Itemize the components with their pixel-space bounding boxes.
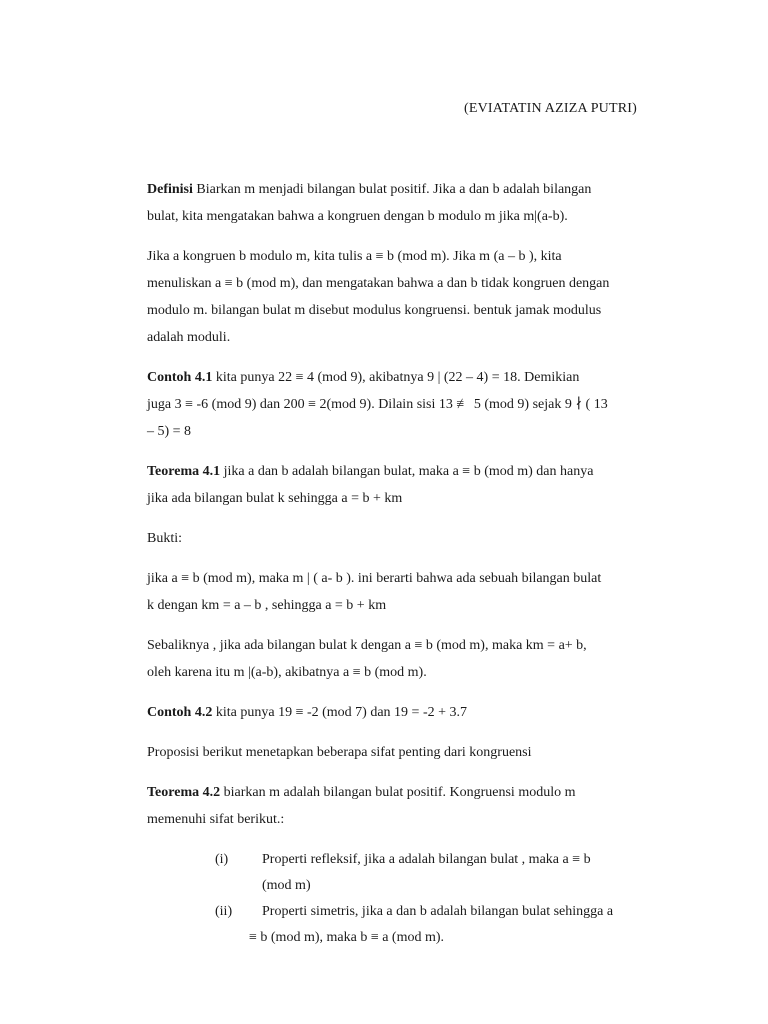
properties-list	[147, 847, 662, 951]
text-line: biarkan m adalah bilangan bulat positif. Kongruensi modulo m	[220, 785, 576, 800]
definition-paragraph	[147, 176, 662, 230]
text-line: kita punya 22 ≡ 4 (mod 9), akibatnya 9 | (22 – 4) = 18. Demikian	[212, 370, 580, 385]
proposition-intro	[147, 739, 662, 766]
text-line: modulo m. bilangan bulat m disebut modulus kongruensi. bentuk jamak modulus	[147, 303, 602, 318]
text-line: juga 3 ≡ -6 (mod 9) dan 200 ≡ 2(mod 9). Dilain sisi 13 ≢ 5 (mod 9) sejak 9 ∤ ( 13	[147, 397, 608, 412]
text-line: jika a ≡ b (mod m), maka m | ( a- b ). ini berarti bahwa ada sebuah bilangan bulat	[147, 571, 602, 586]
theorem-label: Teorema 4.2	[147, 785, 221, 800]
example-4-1-paragraph	[147, 364, 662, 445]
text-line: Jika a kongruen b modulo m, kita tulis a ≡ b (mod m). Jika m (a – b ), kita	[147, 249, 562, 264]
text-line: bulat, kita mengatakan bahwa a kongruen dengan b modulo m jika m|(a-b).	[147, 209, 568, 224]
text-line: k dengan km = a – b , sehingga a = b + km	[147, 598, 387, 613]
proof-heading	[147, 525, 662, 552]
theorem-4-2-paragraph	[147, 779, 662, 833]
text-line: adalah moduli.	[147, 330, 231, 345]
text-line: oleh karena itu m |(a-b), akibatnya a ≡ b (mod m).	[147, 665, 427, 680]
definition-label: Definisi	[147, 182, 193, 197]
text-line: Bukti:	[147, 531, 183, 546]
example-4-2-paragraph	[147, 699, 662, 726]
list-item	[147, 899, 662, 951]
document-body	[147, 176, 662, 951]
text-line: (mod m)	[262, 878, 311, 893]
proof-paragraph-1	[147, 565, 662, 619]
proof-paragraph-2	[147, 632, 662, 686]
text-line: Properti simetris, jika a dan b adalah bilangan bulat sehingga a	[262, 904, 614, 919]
text-line: kita punya 19 ≡ -2 (mod 7) dan 19 = -2 + 3.7	[212, 705, 468, 720]
text-line: Proposisi berikut menetapkan beberapa sifat penting dari kongruensi	[147, 745, 532, 760]
list-item	[147, 847, 662, 899]
list-item-number: (ii)	[215, 904, 233, 919]
list-item-number: (i)	[215, 852, 229, 867]
text-line: Sebaliknya , jika ada bilangan bulat k dengan a ≡ b (mod m), maka km = a+ b,	[147, 638, 587, 653]
text-line: Biarkan m menjadi bilangan bulat positif. Jika a dan b adalah bilangan	[196, 182, 592, 197]
text-line: jika ada bilangan bulat k sehingga a = b + km	[147, 491, 403, 506]
text-line: – 5) = 8	[147, 424, 192, 439]
theorem-label: Teorema 4.1	[147, 464, 221, 479]
text-line: memenuhi sifat berikut.:	[147, 812, 285, 827]
text-line: ≡ b (mod m), maka b ≡ a (mod m).	[249, 930, 445, 945]
theorem-4-1-paragraph	[147, 458, 662, 512]
text-line: menuliskan a ≡ b (mod m), dan mengatakan bahwa a dan b tidak kongruen dengan	[147, 276, 610, 291]
notation-paragraph	[147, 243, 662, 351]
text-line: jika a dan b adalah bilangan bulat, maka a ≡ b (mod m) dan hanya	[220, 464, 594, 479]
author-name: (EVIATATIN AZIZA PUTRI)	[464, 101, 638, 116]
text-line: Properti refleksif, jika a adalah bilangan bulat , maka a ≡ b	[262, 852, 591, 867]
example-label: Contoh 4.1	[147, 370, 213, 385]
example-label: Contoh 4.2	[147, 705, 213, 720]
